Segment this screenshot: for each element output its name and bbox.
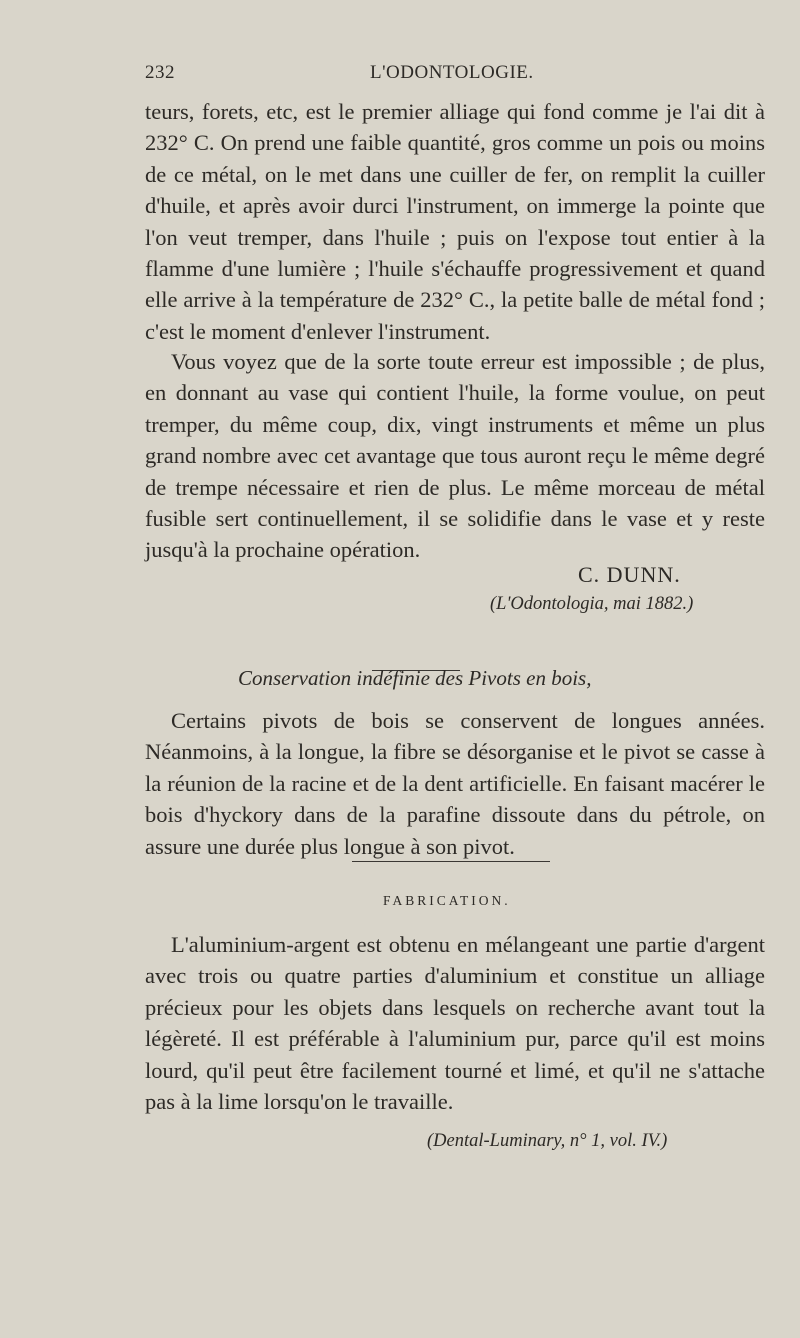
page-header [145, 62, 765, 92]
article-2-paragraph: Certains pivots de bois se conservent de longues années. Néanmoins, à la longue, la fibre se désorganise et le pivot se casse à la réunion de la racine et de la dent artificielle. En faisant macérer le bois d'hyckory dans de la parafine dissoute dans du pétrole, on assure une durée plus longue à son pivot. [145, 708, 765, 859]
article-3-paragraph: L'aluminium-argent est obtenu en mélangeant une partie d'argent avec trois ou quatre parties d'aluminium et constitue un alliage précieux pour les objets dans lesquels on recherche avant tout la légèreté. Il est préférable à l'aluminium pur, parce qu'il est moins lourd, qu'il peut être facilement tourné et limé, et qu'il ne s'attache pas à la lime lorsqu'on le travaille. [145, 932, 765, 1115]
author-signature: C. DUNN. [578, 562, 681, 587]
article-1-paragraph-1: teurs, forets, etc, est le premier alliage qui fond comme je l'ai dit à 232° C. On prend une faible quantité, gros comme un pois ou moins de ce métal, on le met dans une cuiller de fer, on remplit la cuiller d'huile, et après avoir durci l'instrument, on immerge la pointe que l'on veut tremper, dans l'huile ; puis on l'expose tout entier à la flamme d'une lumière ; l'huile s'échauffe progressivement et quand elle arrive à la température de 232° C., la petite balle de métal fond ; c'est le moment d'enlever l'instrument. [145, 99, 765, 344]
article-3-title: FABRICATION. [383, 893, 511, 908]
article-2-title: Conservation indéfinie des Pivots en bois, [238, 666, 592, 690]
article-3-citation: (Dental-Luminary, n° 1, vol. IV.) [427, 1131, 668, 1151]
page-number: 232 [145, 62, 175, 83]
article-1-citation: (L'Odontologia, mai 1882.) [490, 594, 694, 614]
running-title: L'ODONTOLOGIE. [370, 62, 534, 83]
section-divider [352, 861, 550, 862]
article-1-paragraph-2: Vous voyez que de la sorte toute erreur est impossible ; de plus, en donnant au vase qui contient l'huile, la forme voulue, on peut tremper, du même coup, dix, vingt instruments et même un plus grand nombre avec cet avantage que tous auront reçu le même degré de trempe nécessaire et rien de plus. Le même morceau de métal fusible sert continuellement, il se solidifie dans le vase et y reste jusqu'à la prochaine opération. [145, 349, 765, 563]
